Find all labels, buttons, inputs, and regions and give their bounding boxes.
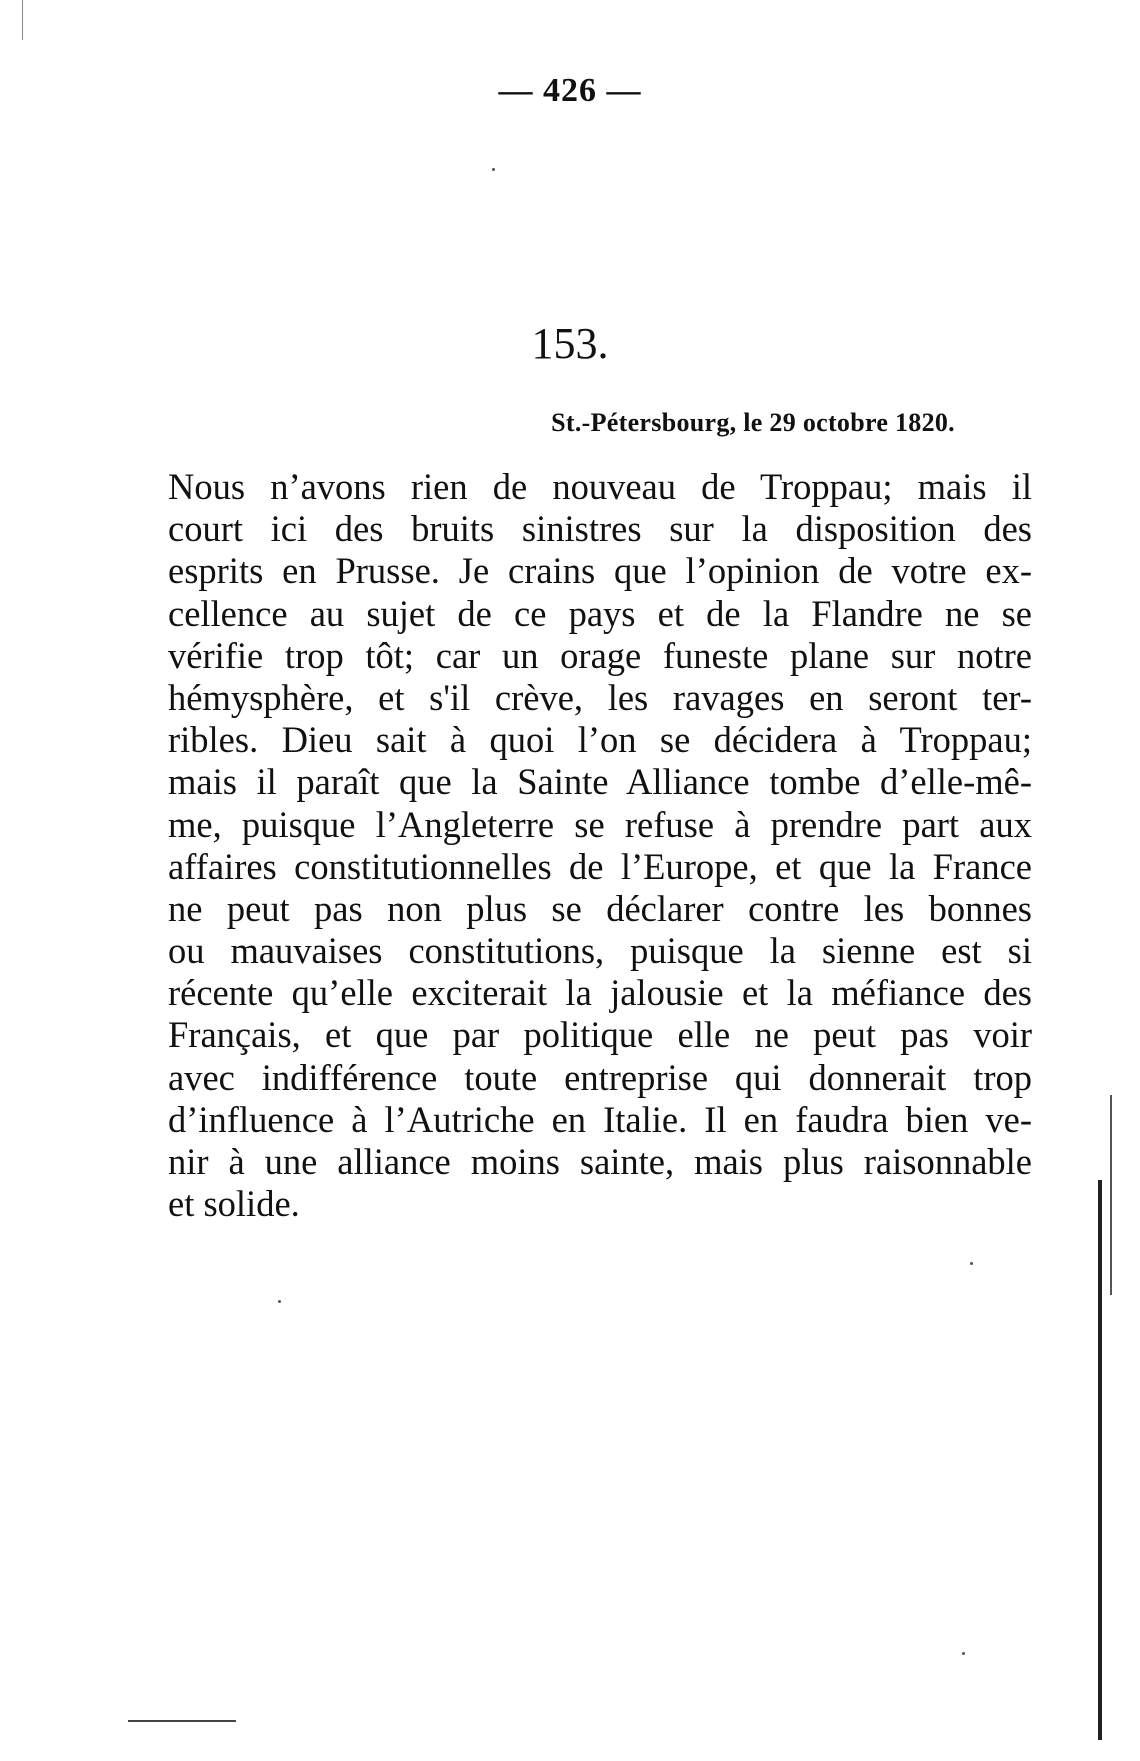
body-line: récente qu’elle exciterait la jalousie et la méfiance des [168, 972, 1032, 1014]
body-line: hémysphère, et s'il crève, les ravages en seront ter- [168, 676, 1032, 718]
scan-speck [278, 1300, 281, 1303]
body-line: court ici des bruits sinistres sur la disposition des [168, 508, 1032, 550]
body-line: avec indifférence toute entreprise qui donnerait trop [168, 1056, 1032, 1098]
scan-speck [962, 1652, 965, 1655]
body-line: mais il paraît que la Sainte Alliance tombe d’elle-mê- [168, 761, 1032, 803]
scan-edge-mark [22, 0, 23, 40]
body-line: nir à une alliance moins sainte, mais plus raisonnable [168, 1141, 1032, 1182]
page-number: — 426 — [498, 72, 642, 109]
body-line: me, puisque l’Angleterre se refuse à prendre part aux [168, 803, 1032, 845]
letter-body [168, 466, 1032, 1225]
body-line-last: et solide. [168, 1183, 300, 1225]
body-line: cellence au sujet de ce pays et de la Flandre ne se [168, 592, 1032, 634]
dateline: St.-Pétersbourg, le 29 octobre 1820. [551, 408, 955, 437]
scan-bottom-line [128, 1720, 236, 1722]
body-line: ribles. Dieu sait à quoi l’on se décidera à Troppau; [168, 719, 1032, 761]
body-line: ou mauvaises constitutions, puisque la sienne est si [168, 930, 1032, 972]
body-line: ne peut pas non plus se déclarer contre les bonnes [168, 887, 1032, 929]
body-line: Français, et que par politique elle ne peut pas voir [168, 1014, 1032, 1056]
scan-edge-line [1110, 1095, 1112, 1295]
body-line: vérifie trop tôt; car un orage funeste plane sur notre [168, 634, 1032, 676]
scan-speck [970, 1262, 973, 1265]
letter-number: 153. [531, 319, 609, 368]
body-line: d’influence à l’Autriche en Italie. Il en faudra bien ve- [168, 1098, 1032, 1140]
scan-speck [492, 168, 495, 171]
body-line: Nous n’avons rien de nouveau de Troppau; mais il [168, 466, 1032, 507]
body-line: affaires constitutionnelles de l’Europe, et que la France [168, 845, 1032, 887]
scan-edge-line [1098, 1180, 1102, 1740]
body-line: esprits en Prusse. Je crains que l’opinion de votre ex- [168, 550, 1032, 592]
